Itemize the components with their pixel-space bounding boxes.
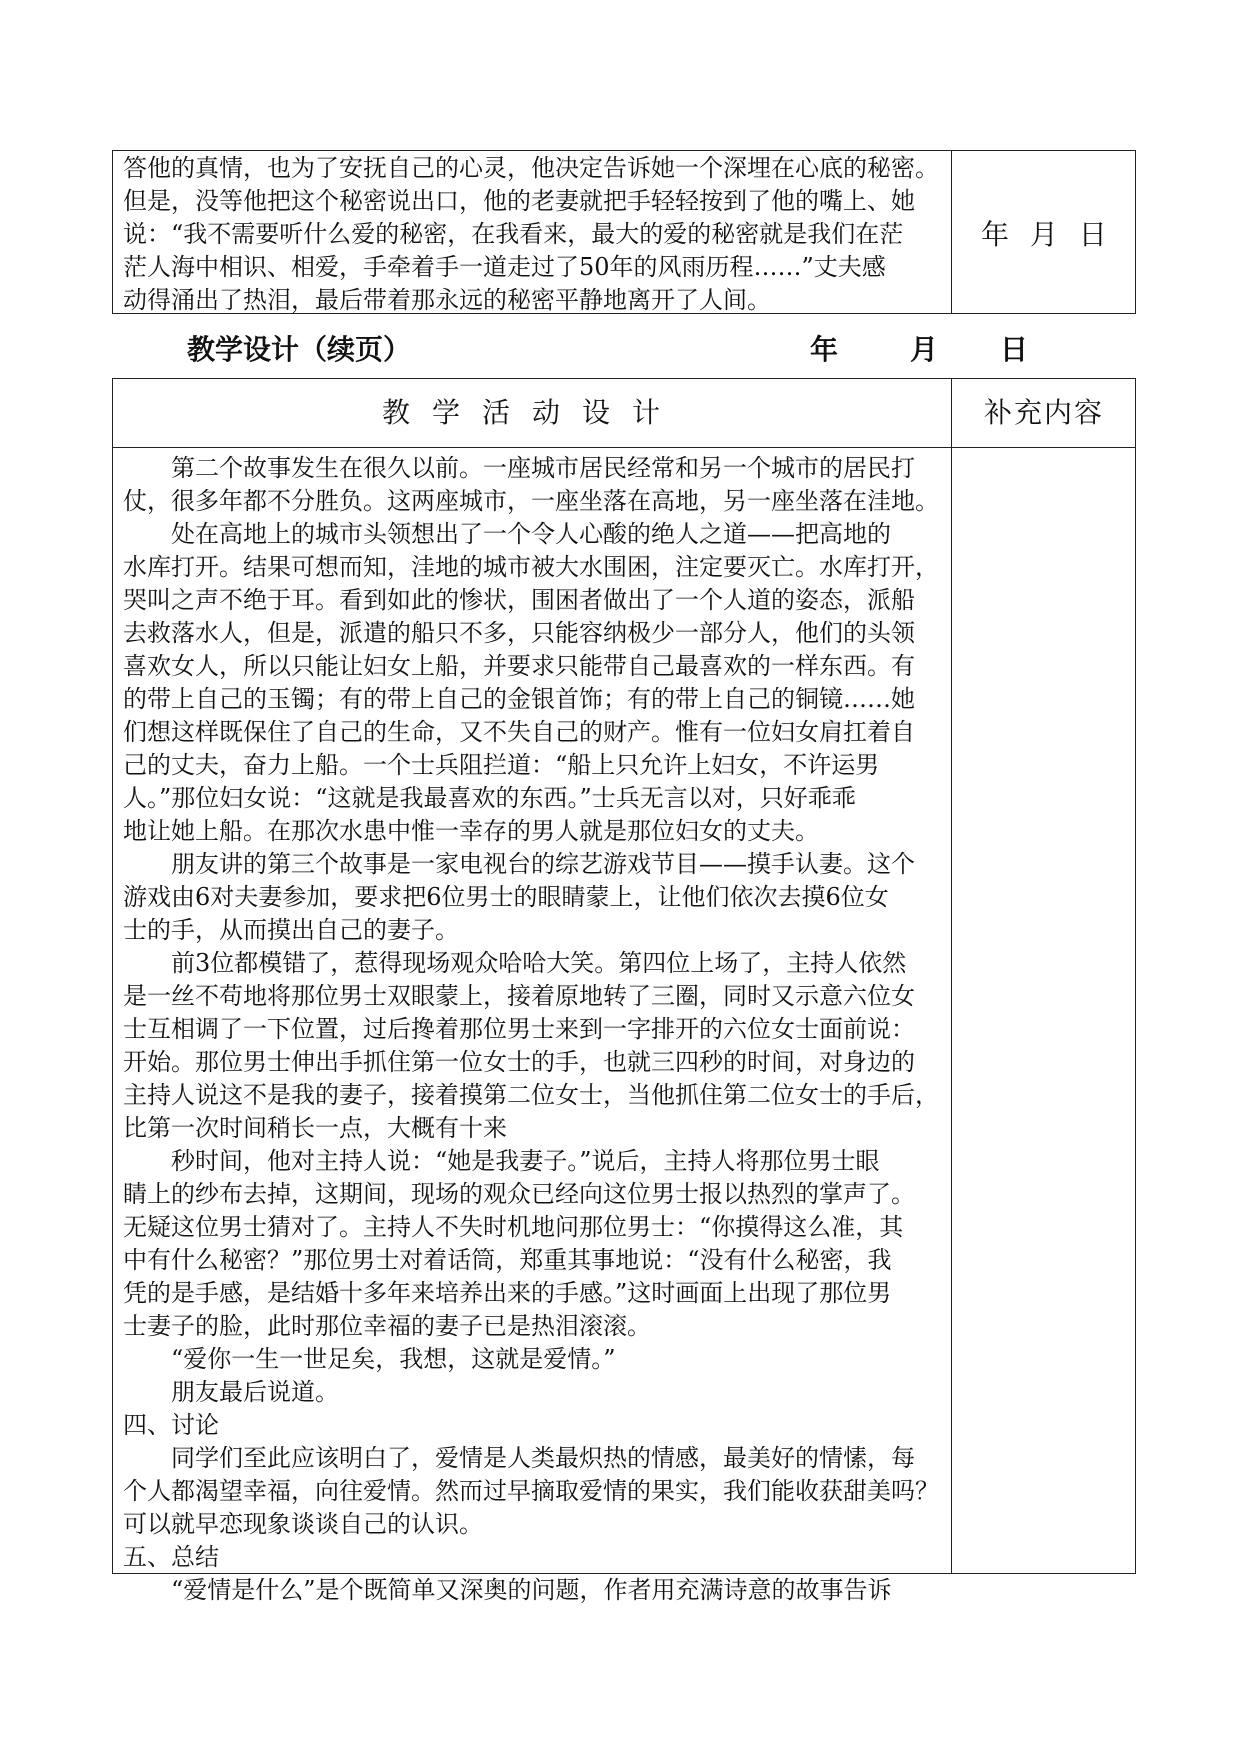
- top-table-text: [123, 152, 949, 317]
- text-line: 第二个故事发生在很久以前。一座城市居民经常和另一个城市的居民打: [171, 454, 915, 482]
- text-line: 答他的真情，也为了安抚自己的心灵，他决定告诉她一个深埋在心底的秘密。: [123, 154, 939, 182]
- text-line: 人。”那位妇女说：“这就是我最喜欢的东西。”士兵无言以对，只好乖乖: [123, 784, 856, 812]
- heading-year: 年: [810, 333, 839, 366]
- text-line: 们想这样既保住了自己的生命，又不失自己的财产。惟有一位妇女肩扛着自: [123, 718, 915, 746]
- text-line: 水库打开。结果可想而知，洼地的城市被大水围困，注定要灭亡。水库打开，: [123, 553, 939, 581]
- text-line: “爱情是什么”是个既简单又深奥的问题，作者用充满诗意的故事告诉: [171, 1576, 892, 1604]
- text-line: 主持人说这不是我的妻子，接着摸第二位女士，当他抓住第二位女士的手后，: [123, 1081, 939, 1109]
- text-line: 仗，很多年都不分胜负。这两座城市，一座坐落在高地，另一座坐落在洼地。: [123, 487, 939, 515]
- top-table-divider: [951, 151, 952, 313]
- text-line: 地让她上船。在那次水患中惟一幸存的男人就是那位妇女的丈夫。: [123, 817, 819, 845]
- text-line: 游戏由6对夫妻参加，要求把6位男士的眼睛蒙上，让他们依次去摸6位女: [123, 883, 889, 911]
- text-line: 士妻子的脸，此时那位幸福的妻子已是热泪滚滚。: [123, 1312, 651, 1340]
- text-line: 朋友最后说道。: [171, 1378, 339, 1406]
- text-line: 同学们至此应该明白了，爱情是人类最炽热的情感，最美好的情愫，每: [171, 1444, 915, 1472]
- text-line: 凭的是手感，是结婚十多年来培养出来的手感。”这时画面上出现了那位男: [123, 1279, 892, 1307]
- text-line: 己的丈夫，奋力上船。一个士兵阻拦道：“船上只允许上妇女，不许运男: [123, 751, 880, 779]
- text-line: 睛上的纱布去掉，这期间，现场的观众已经向这位男士报以热烈的掌声了。: [123, 1180, 915, 1208]
- text-line: 士的手，从而摸出自己的妻子。: [123, 916, 459, 944]
- header-supplement: 补充内容: [983, 396, 1104, 429]
- text-line: 中有什么秘密？”那位男士对着话筒，郑重其事地说：“没有什么秘密，我: [123, 1246, 892, 1274]
- text-line: 士互相调了一下位置，过后搀着那位男士来到一字排开的六位女士面前说：: [123, 1015, 915, 1043]
- text-line: 四、讨论: [123, 1411, 219, 1439]
- main-table-divider: [951, 379, 952, 1573]
- header-teaching-design: 教学活动设计: [381, 396, 682, 429]
- text-line: “爱你一生一世足矣，我想，这就是爱情。”: [171, 1345, 616, 1373]
- text-line: 五、总结: [123, 1543, 219, 1571]
- text-line: 是一丝不苟地将那位男士双眼蒙上，接着原地转了三圈，同时又示意六位女: [123, 982, 915, 1010]
- text-line: 秒时间，他对主持人说：“她是我妻子。”说后，主持人将那位男士眼: [171, 1147, 880, 1175]
- heading-month: 月: [910, 333, 939, 366]
- text-line: 茫人海中相识、相爱，手牵着手一道走过了50年的风雨历程……”丈夫感: [123, 253, 886, 281]
- text-line: 动得涌出了热泪，最后带着那永远的秘密平静地离开了人间。: [123, 286, 771, 314]
- text-line: 处在高地上的城市头领想出了一个令人心酸的绝人之道——把高地的: [171, 520, 891, 548]
- top-table: [112, 150, 1136, 314]
- text-line: 开始。那位男士伸出手抓住第一位女士的手，也就三四秒的时间，对身边的: [123, 1048, 915, 1076]
- top-date-cell: 年 月 日: [981, 218, 1113, 251]
- heading-day: 日: [1000, 333, 1029, 366]
- text-line: 说：“我不需要听什么爱的秘密，在我看来，最大的爱的秘密就是我们在茫: [123, 220, 904, 248]
- main-table-text: [123, 452, 949, 1607]
- text-line: 去救落水人，但是，派遣的船只不多，只能容纳极少一部分人，他们的头领: [123, 619, 915, 647]
- text-line: 喜欢女人，所以只能让妇女上船，并要求只能带自己最喜欢的一样东西。有: [123, 652, 915, 680]
- text-line: 前3位都模错了，惹得现场观众哈哈大笑。第四位上场了，主持人依然: [171, 949, 907, 977]
- page-heading-title: 教学设计（续页）: [187, 333, 412, 366]
- text-line: 比第一次时间稍长一点，大概有十来: [123, 1114, 507, 1142]
- text-line: 无疑这位男士猜对了。主持人不失时机地问那位男士：“你摸得这么准，其: [123, 1213, 904, 1241]
- text-line: 的带上自己的玉镯；有的带上自己的金银首饰；有的带上自己的铜镜……她: [123, 685, 915, 713]
- text-line: 个人都渴望幸福，向往爱情。然而过早摘取爱情的果实，我们能收获甜美吗？: [123, 1477, 939, 1505]
- text-line: 朋友讲的第三个故事是一家电视台的综艺游戏节目——摸手认妻。这个: [171, 850, 915, 878]
- text-line: 哭叫之声不绝于耳。看到如此的惨状，围困者做出了一个人道的姿态，派船: [123, 586, 915, 614]
- text-line: 但是，没等他把这个秘密说出口，他的老妻就把手轻轻按到了他的嘴上、她: [123, 187, 915, 215]
- main-table-header-line: [113, 447, 1135, 448]
- main-table: [112, 378, 1136, 1604]
- text-line: 可以就早恋现象谈谈自己的认识。: [123, 1510, 483, 1538]
